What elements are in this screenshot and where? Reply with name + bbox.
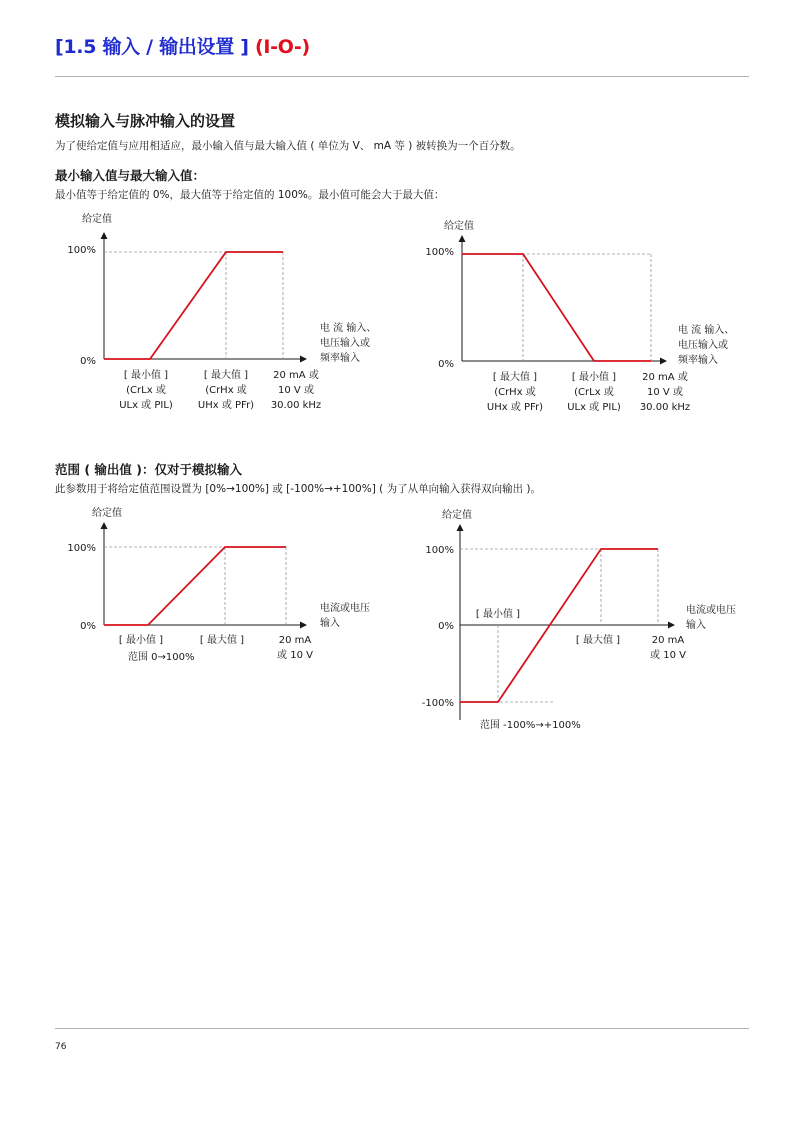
max-label: [ 最大值 ]	[575, 635, 621, 646]
range-label: 范围 -100%→+100%	[480, 720, 581, 731]
end-label-line1: 20 mA 或	[273, 370, 319, 381]
tick-100: 100%	[67, 543, 96, 554]
x-axis-label-line1: 电流或电压	[686, 605, 736, 616]
y-axis-label: 给定值	[444, 221, 474, 232]
x-axis-label-line2: 电压输入或	[678, 340, 728, 351]
end-label-line3: 30.00 kHz	[270, 400, 322, 411]
reference-curve	[104, 547, 286, 625]
subsection-heading-min-max: 最小输入值与最大输入值：	[55, 168, 206, 183]
x-axis-label-line3: 频率输入	[320, 353, 360, 364]
range-label: 范围 0→100%	[128, 652, 195, 663]
min-label-line1: [ 最小值 ]	[123, 370, 169, 381]
x-axis-label-line1: 电流或电压	[320, 603, 370, 614]
x-axis-label-line2: 输入	[320, 618, 340, 629]
tick-0: 0%	[80, 621, 96, 632]
min-label: [ 最小值 ]	[118, 635, 164, 646]
footer-divider	[55, 1028, 749, 1029]
end-label-line2: 10 V 或	[278, 385, 314, 396]
min-label-line3: ULx 或 PIL)	[119, 400, 173, 411]
max-label-line2: (CrHx 或	[205, 385, 247, 396]
subsection-heading-range: 范围 ( 输出值 )：仅对于模拟输入	[55, 462, 242, 477]
end-label-line2: 或 10 V	[650, 650, 686, 661]
min-label-line3: ULx 或 PIL)	[567, 402, 621, 413]
subsection-text-range: 此参数用于将给定值范围设置为 [0%→100%] 或 [-100%→+100%] ( 为了从单向输入获得双向输出 )。	[55, 483, 541, 495]
x-axis-label-line3: 频率输入	[678, 355, 718, 366]
page-number: 76	[55, 1042, 67, 1052]
chart-min-max-decreasing	[425, 219, 734, 413]
section-heading: 模拟输入与脉冲输入的设置	[55, 112, 236, 130]
x-axis-label-line1: 电 流 输入、	[320, 323, 377, 334]
subsection-text-min-max: 最小值等于给定值的 0%，最大值等于给定值的 100%。最小值可能会大于最大值：	[55, 189, 445, 201]
max-label: [ 最大值 ]	[199, 635, 245, 646]
end-label-line1: 20 mA	[651, 635, 685, 646]
tick-100: 100%	[67, 245, 96, 256]
max-label-line1: [ 最大值 ]	[492, 372, 538, 383]
x-axis-label-line2: 电压输入或	[320, 338, 370, 349]
min-label-line1: [ 最小值 ]	[571, 372, 617, 383]
reference-curve	[462, 254, 651, 361]
x-axis-label-line1: 电 流 输入、	[678, 325, 735, 336]
max-label-line1: [ 最大值 ]	[203, 370, 249, 381]
end-label-line2: 10 V 或	[647, 387, 683, 398]
tick-neg100: -100%	[421, 698, 454, 709]
y-axis-label: 给定值	[442, 510, 472, 521]
max-label-line2: (CrHx 或	[494, 387, 536, 398]
min-label: [ 最小值 ]	[475, 609, 521, 620]
chart-range-neg100-100	[422, 508, 736, 731]
max-label-line3: UHx 或 PFr)	[486, 402, 544, 413]
min-label-line2: (CrLx 或	[574, 387, 614, 398]
chart-range-0-100	[67, 506, 370, 663]
end-label-line3: 30.00 kHz	[639, 402, 691, 413]
tick-0: 0%	[438, 359, 454, 370]
x-axis-label-line2: 输入	[686, 620, 706, 631]
max-label-line3: UHx 或 PFr)	[197, 400, 255, 411]
title-code: (I-O-)	[254, 36, 310, 58]
y-axis-label: 给定值	[92, 508, 122, 519]
section-intro: 为了使给定值与应用相适应，最小输入值与最大输入值 ( 单位为 V、 mA 等 ) 被转换为一个百分数。	[55, 140, 521, 152]
reference-curve	[104, 252, 283, 359]
tick-100: 100%	[425, 545, 454, 556]
end-label-line1: 20 mA 或	[642, 372, 688, 383]
end-label-line1: 20 mA	[278, 635, 312, 646]
tick-0: 0%	[438, 621, 454, 632]
title-main: [1.5 输入 / 输出设置 ]	[55, 36, 249, 58]
tick-100: 100%	[425, 247, 454, 258]
chart-min-max-increasing	[67, 212, 376, 411]
y-axis-label: 给定值	[82, 214, 112, 225]
end-label-line2: 或 10 V	[277, 650, 313, 661]
min-label-line2: (CrLx 或	[126, 385, 166, 396]
tick-0: 0%	[80, 356, 96, 367]
